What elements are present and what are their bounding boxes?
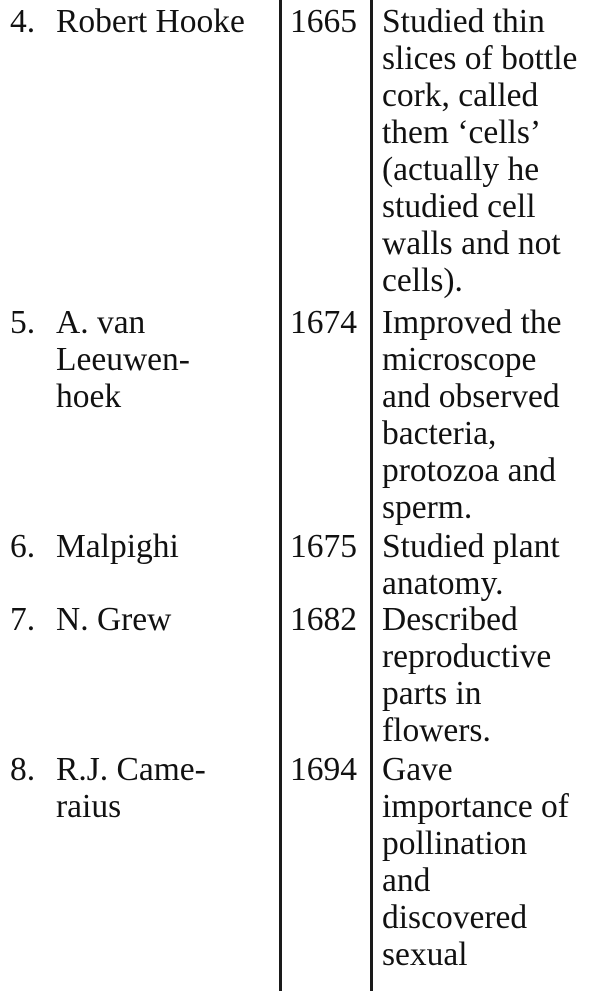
year: 1674 [290,304,357,341]
scientist-name: A. van Leeuwen- hoek [56,304,190,415]
year: 1682 [290,601,357,638]
scientist-name: Robert Hooke [56,3,245,40]
contribution: Gave importance of pollination and discovered sexual [382,751,569,973]
scientist-name: N. Grew [56,601,172,638]
row-number: 6. [10,528,36,565]
row-number: 8. [10,751,36,788]
contribution: Studied thin slices of bottle cork, called them ‘cells’ (actually he studied cell walls and not cells). [382,3,578,299]
row-number: 7. [10,601,36,638]
contribution: Improved the microscope and observed bacteria, protozoa and sperm. [382,304,562,526]
scientist-name: Malpighi [56,528,179,565]
scientist-name: R.J. Came- raius [56,751,206,825]
year: 1675 [290,528,357,565]
row-number: 5. [10,304,36,341]
year: 1665 [290,3,357,40]
column-rule-left [279,0,282,991]
row-number: 4. [10,3,36,40]
contribution: Described reproductive parts in flowers. [382,601,552,749]
contribution: Studied plant anatomy. [382,528,560,602]
year: 1694 [290,751,357,788]
column-rule-right [370,0,373,991]
